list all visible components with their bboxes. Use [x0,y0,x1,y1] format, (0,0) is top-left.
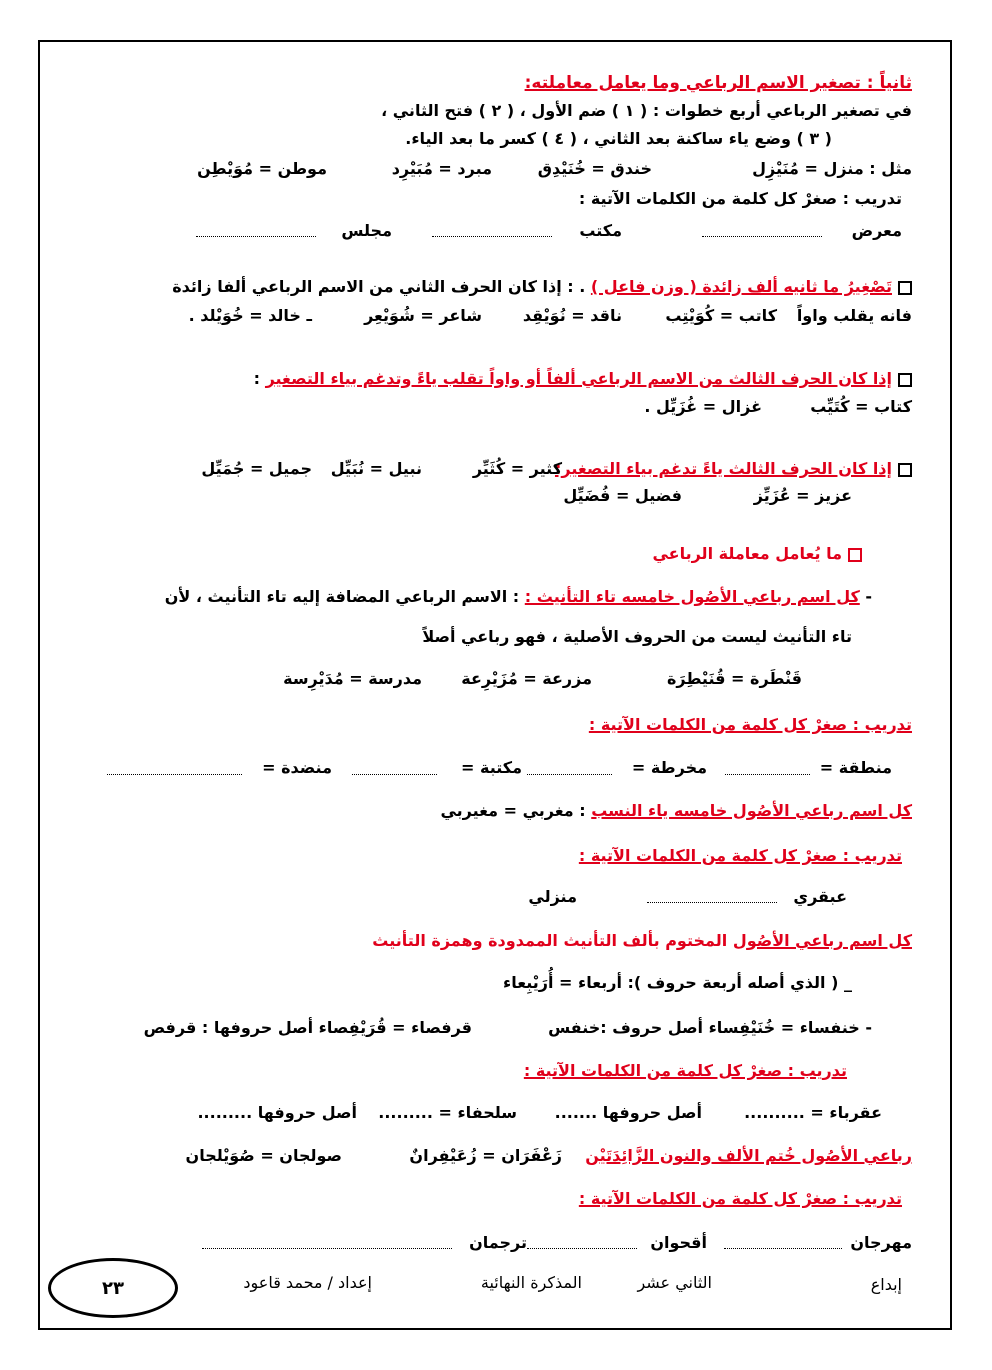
rule-1-ex: كاتب = كُوَيْتِب [665,306,777,325]
fem-rule: كل اسم رباعي الأصُول خامسه تاء التأنيث : [524,587,860,606]
rule-1-ex: ناقد = نُوَيْقِد [522,306,622,325]
fem-ex: مزرعة = مُزَيْرِعة [461,669,592,688]
answer-blank[interactable] [527,1238,637,1249]
exercise-1-title: تدريب : صغرْ كل كلمة من الكلمات الآتية : [578,189,902,208]
exercise-word: سلحفاء = ......... [378,1103,517,1122]
alif-rule: كل اسم رباعي الأصُول [732,931,912,950]
dash-icon: - [859,587,872,606]
answer-blank[interactable] [196,226,316,237]
checkbox-icon [898,463,912,477]
page-number [48,1258,178,1318]
rule-2-ex: كتاب = كُتَيِّب [810,397,912,416]
treated-heading [652,543,862,565]
dash-icon: - [859,1018,872,1037]
exercise-title: تدريب : صغرْ كل كلمة من الكلمات الآتية : [588,715,912,734]
alif-line2 [548,1017,872,1039]
section-title: ثانياً : تصغير الاسم الرباعي وما يعامل معاملته: [524,73,912,93]
rule-3-ex: نبيل = نُبَيِّل [330,459,422,478]
rule-2-colon: : [253,369,260,388]
checkbox-icon [898,373,912,387]
exercise-word: مخرطة = [631,758,707,777]
rule-2-title: إذا كان الحرف الثالث من الاسم الرباعي ألفاً أو واواً تقلب ياءً وتدغم بياء التصغير [265,369,892,388]
answer-blank[interactable] [107,764,242,775]
rule-3-title: إذا كان الحرف الثالث ياءً تدغم بياء التصغير: [554,459,892,478]
exercise-word: عقرباء = .......... [744,1103,882,1122]
fem-text: : الاسم الرباعي المضافة إليه تاء التأنيث ، لأن [164,587,520,606]
rule-3-ex: كثير = كُثَيِّر [472,459,562,478]
footer-title: المذكرة النهائية [480,1273,582,1292]
exercise-title: تدريب : صغرْ كل كلمة من الكلمات الآتية : [578,846,902,865]
footer-grade: الثاني عشر [637,1273,712,1292]
exercise-word: منزلي [528,887,577,906]
answer-blank[interactable] [724,1238,842,1249]
rule-1-heading [172,276,912,298]
exercise-word: أصل حروفها ....... [554,1103,702,1122]
fem-line [165,586,872,608]
footer-brand: إبداع [870,1275,902,1294]
exercise-word: أصل حروفها ......... [197,1103,357,1122]
answer-blank[interactable] [647,892,777,903]
exercise-word: منضدة = [262,758,332,777]
exercise-word: عبقري [793,887,847,906]
example-2: خندق = خُنَيْدِق [537,159,652,178]
nisba-line [440,800,912,822]
exercise-word: ترجمان [469,1233,527,1252]
fem-ex: قَنْطَرة = قُنَيْطِرَة [666,669,802,688]
footer-author: إعداد / محمد قاعود [243,1273,372,1292]
rule-2-heading [254,368,912,390]
rule-2-ex: غزال = غُزَيِّل . [644,397,762,416]
alif-line [372,930,912,952]
exercise-word: مجلس [341,221,392,240]
alif-ex-b: قرفصاء = قُرَيْفِصاء أصل حروفها : قرفص [143,1018,472,1037]
exercise-word: مكتب [579,221,622,240]
rule-3-ex: عزيز = عُزَيِّز [753,486,852,505]
exercise-word: مهرجان [850,1233,912,1252]
page-number-text: ٢٣ [102,1277,124,1299]
dash-icon: _ [838,973,852,992]
rule-1-title: تَصْغِيرُ ما ثانيه ألف زائدة ( وزن فاعل ) [590,277,892,296]
alif-rule-2: المختوم بألف التأنيث الممدودة وهمزة التأنيث [372,931,728,950]
steps-line-2: ( ٣ ) وضع ياء ساكنة بعد الثاني ، ( ٤ ) كسر ما بعد الياء. [405,129,832,148]
example-4: موطن = مُوَيْطِن [197,159,327,178]
nisba-rule: كل اسم رباعي الأصُول خامسه ياء النسب [591,801,912,820]
rule-1-line2: فانه يقلب واواً [796,306,912,325]
exercise-word: مكتبة = [461,758,522,777]
exercise-title: تدريب : صغرْ كل كلمة من الكلمات الآتية : [523,1061,847,1080]
answer-blank[interactable] [202,1238,452,1249]
answer-blank[interactable] [702,226,822,237]
exercise-word: منطقة = [819,758,892,777]
steps-line-1: في تصغير الرباعي أربع خطوات : ( ١ ) ضم الأول ، ( ٢ ) فتح الثاني ، [381,101,912,120]
exercise-word: معرض [851,221,902,240]
nun-ex: صولجان = صُوَيْلجان [185,1146,342,1165]
rule-3-heading [555,458,912,480]
exercise-word: أقحوان [650,1233,707,1252]
fem-ex: مدرسة = مُدَيْرِسة [283,669,422,688]
answer-blank[interactable] [352,764,437,775]
exercise-title: تدريب : صغرْ كل كلمة من الكلمات الآتية : [578,1189,902,1208]
rule-1-text: . : إذا كان الحرف الثاني من الاسم الرباعي ألفا زائدة [172,277,586,296]
nun-ex: زَعْفَرَان = زُعَيْفِرانٌ [409,1146,562,1165]
rule-3-ex: فضيل = فُضَيِّل [563,486,682,505]
nun-rule: رباعي الأصُول خُتم الألف والنون الزَّائِدَتَيْن [585,1146,912,1165]
alif-ex-a: خنفساء = خُنَيْفِساء أصل حروف :خنفس [548,1018,860,1037]
answer-blank[interactable] [527,764,612,775]
treated-title: ما يُعامل معاملة الرباعي [652,544,842,563]
rule-1-ex: شاعر = شُوَيْعِر [364,306,482,325]
rule-3-ex: جميل = جُمَيِّل [201,459,312,478]
nisba-ex: : مغربي = مغيربي [440,801,586,820]
answer-blank[interactable] [725,764,810,775]
example-3: مبرد = مُبَيْرِد [391,159,492,178]
rule-1-ex: ـ خالد = خُوَيْلد . [188,306,312,325]
fem-line2: تاء التأنيث ليست من الحروف الأصلية ، فهو رباعي أصلاً [422,627,852,646]
alif-example-text: ( الذي أصله أربعة حروف ): أربعاء = أُرَيْبِعاء [503,973,839,992]
answer-blank[interactable] [432,226,552,237]
checkbox-icon [898,281,912,295]
alif-example [503,972,852,994]
checkbox-icon [848,548,862,562]
example-1: مثل : منزل = مُنَيْزِل [752,159,912,178]
nun-line [585,1145,912,1167]
